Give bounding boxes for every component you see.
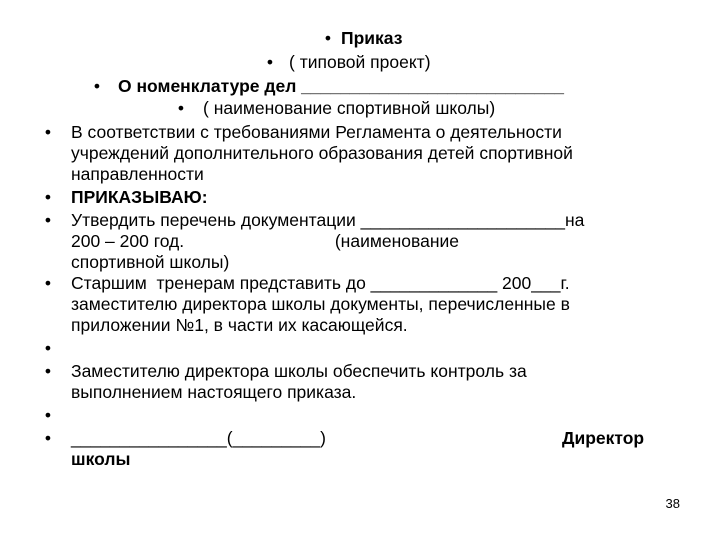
paragraph-line: 200 – 200 год. (наименование bbox=[71, 231, 460, 251]
bullet: • bbox=[44, 122, 52, 142]
bullet: • bbox=[44, 338, 52, 358]
paragraph-line: учреждений дополнительного образования детей спортивной bbox=[71, 143, 573, 163]
bullet: • bbox=[44, 405, 52, 425]
bullet: • bbox=[44, 428, 52, 448]
order-about: О номенклатуре дел ___________________________ bbox=[118, 76, 564, 96]
paragraph-line: В соответствии с требованиями Регламента о деятельности bbox=[71, 122, 562, 142]
bullet: • bbox=[44, 361, 52, 381]
order-command: ПРИКАЗЫВАЮ: bbox=[71, 187, 208, 207]
bullet: • bbox=[177, 98, 185, 118]
bullet: • bbox=[324, 28, 332, 48]
signature-line: ________________(_________) bbox=[71, 428, 326, 448]
school-name-placeholder: ( наименование спортивной школы) bbox=[203, 98, 496, 118]
paragraph-line: Заместителю директора школы обеспечить контроль за bbox=[71, 361, 527, 381]
bullet: • bbox=[266, 52, 274, 72]
paragraph-line: Старшим тренерам представить до _____________ 200___г. bbox=[71, 273, 570, 293]
paragraph-line: спортивной школы) bbox=[71, 252, 230, 272]
bullet: • bbox=[44, 187, 52, 207]
order-title: Приказ bbox=[341, 28, 403, 48]
bullet: • bbox=[44, 210, 52, 230]
order-subtitle: ( типовой проект) bbox=[289, 52, 431, 72]
page-number: 38 bbox=[665, 496, 680, 511]
paragraph-line: направленности bbox=[71, 164, 204, 184]
paragraph-line: приложении №1, в части их касающейся. bbox=[71, 315, 408, 335]
signature-role: Директор bbox=[562, 428, 645, 448]
bullet: • bbox=[93, 76, 101, 96]
signature-role-continued: школы bbox=[71, 449, 131, 469]
paragraph-line: заместителю директора школы документы, перечисленные в bbox=[71, 294, 570, 314]
bullet: • bbox=[44, 273, 52, 293]
paragraph-line: Утвердить перечень документации _____________________на bbox=[71, 210, 585, 230]
paragraph-line: выполнением настоящего приказа. bbox=[71, 382, 357, 402]
